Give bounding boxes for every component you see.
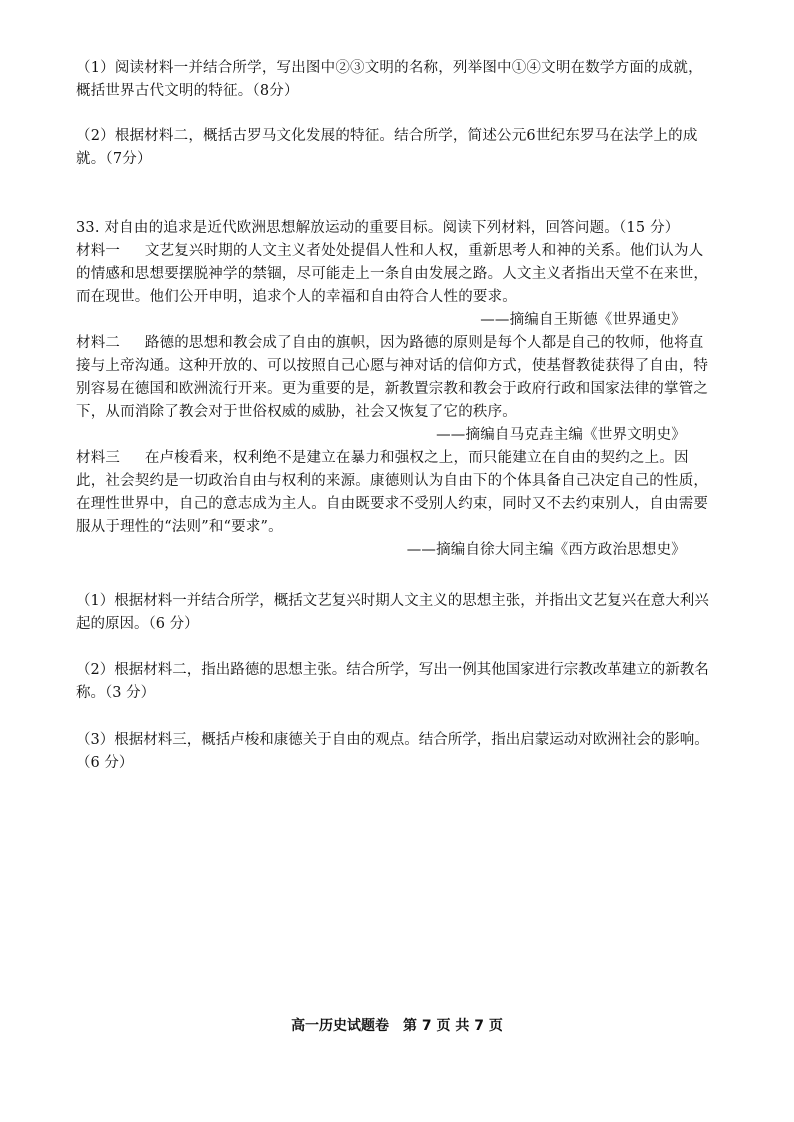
material-2-label: 材料二: [76, 335, 121, 351]
material-2-text: 路德的思想和教会成了自由的旗帜，因为路德的原则是每个人都是自己的牧师，他将直接与上帝沟通。这种开放的、可以按照自己心愿与神对话的信仰方式，使基督教徒获得了自由，特别容易在德国和欧洲流行开来。更为重要的是，新教置宗教和教会于政府行政和国家法律的掌管之下，从而消除了教会对于世俗权威的威胁，社会又恢复了它的秩序。: [76, 335, 709, 420]
material-2-source: ——摘编自马克垚主编《世界文明史》: [436, 427, 686, 443]
question-33: [76, 217, 716, 562]
question-text: （2）根据材料二，概括古罗马文化发展的特征。结合所学，简述公元6世纪东罗马在法学上的成就。（7分）: [76, 128, 698, 167]
material-3-text: 在卢梭看来，权利绝不是建立在暴力和强权之上，而只能建立在自由的契约之上。因此，社会契约是一切政治自由与权利的来源。康德则认为自由下的个体具备自己决定自己的性质，在理性世界中，自己的意志成为主人。自由既要求不受别人约束，同时又不去约束别人，自由需要服从于理性的“法则”和“要求”。: [76, 450, 709, 535]
material-3-label: 材料三: [76, 450, 121, 466]
question-text: （1）阅读材料一并结合所学，写出图中②③文明的名称，列举图中①④文明在数学方面的成就，概括世界古代文明的特征。（8分）: [76, 60, 703, 99]
question-1-prompt: [76, 57, 716, 103]
page-footer: 高一历史试题卷 第 7 页 共 7 页: [291, 1018, 503, 1034]
question-33-intro: 33. 对自由的追求是近代欧洲思想解放运动的重要目标。阅读下列材料，回答问题。（15 分）: [76, 220, 680, 236]
material-1: [76, 240, 716, 309]
sub-question-2: （2）根据材料二，指出路德的思想主张。结合所学，写出一例其他国家进行宗教改革建立的新教名称。（3 分）: [76, 662, 709, 701]
material-3: [76, 447, 716, 539]
material-1-text: 文艺复兴时期的人文主义者处处提倡人性和人权，重新思考人和神的关系。他们认为人的情感和思想要摆脱神学的禁锢，尽可能走上一条自由发展之路。人文主义者指出天堂不在来世，而在现世。他们公开申明，追求个人的幸福和自由符合人性的要求。: [76, 243, 709, 305]
material-3-source: ——摘编自徐大同主编《西方政治思想史》: [406, 542, 686, 558]
sub-question-1: （1）根据材料一并结合所学，概括文艺复兴时期人文主义的思想主张，并指出文艺复兴在意大利兴起的原因。（6 分）: [76, 593, 709, 632]
question-2-prompt: [76, 125, 716, 171]
sub-question-3: （3）根据材料三，概括卢梭和康德关于自由的观点。结合所学，指出启蒙运动对欧洲社会的影响。（6 分）: [76, 732, 709, 771]
material-1-source: ——摘编自王斯德《世界通史》: [480, 312, 686, 328]
material-1-label: 材料一: [76, 243, 121, 259]
material-2: [76, 332, 716, 424]
